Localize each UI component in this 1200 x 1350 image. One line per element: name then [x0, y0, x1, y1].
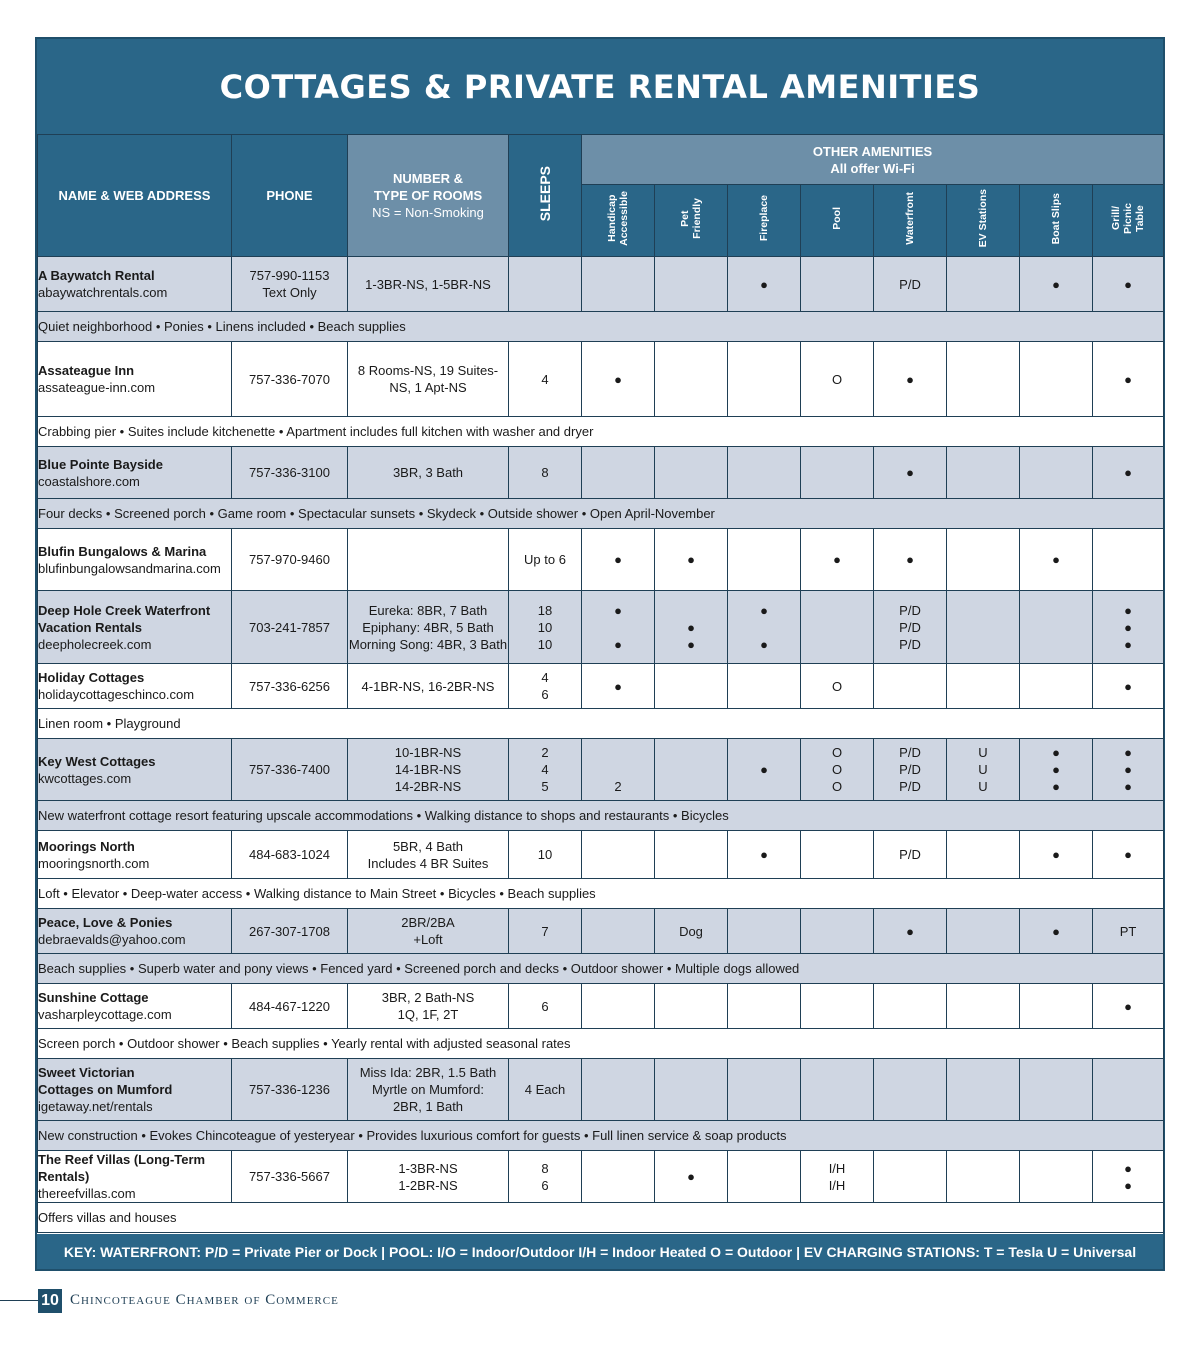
- rental-web-address: assateague-inn.com: [38, 380, 156, 395]
- amenity-pool: [801, 909, 874, 954]
- amenity-pool: O: [801, 664, 874, 709]
- rental-note: Loft • Elevator • Deep-water access • Walking distance to Main Street • Bicycles • Beach supplies: [38, 879, 1164, 909]
- header-pool: Pool: [801, 185, 874, 257]
- amenity-waterfront: P/D: [874, 831, 947, 879]
- amenity-fireplace: [728, 909, 801, 954]
- rental-phone: 757-336-7070: [232, 342, 348, 417]
- rental-web-address: blufinbungalowsandmarina.com: [38, 560, 221, 576]
- amenity-pool: ●: [801, 529, 874, 591]
- amenity-boat-slips: ●: [1020, 257, 1093, 312]
- rental-phone: 757-336-7400: [232, 739, 348, 801]
- rental-phone: 484-683-1024: [232, 831, 348, 879]
- table-row: [38, 739, 1164, 801]
- amenity-pet: [655, 984, 728, 1029]
- rental-name: Deep Hole Creek Waterfront Vacation Rentals: [38, 602, 211, 635]
- amenity-fireplace: [728, 529, 801, 591]
- amenity-boat-slips: [1020, 591, 1093, 664]
- rental-name-cell: [38, 664, 232, 709]
- rental-phone: 757-336-5667: [232, 1151, 348, 1203]
- header-waterfront: Waterfront: [874, 185, 947, 257]
- amenities-table-frame: [35, 37, 1165, 1271]
- header-rooms-line2: TYPE OF ROOMS: [373, 188, 483, 203]
- amenity-ev: [947, 984, 1020, 1029]
- rental-name-cell: [38, 447, 232, 499]
- note-row: [38, 417, 1164, 447]
- amenity-boat-slips: [1020, 1151, 1093, 1203]
- rental-phone: 267-307-1708: [232, 909, 348, 954]
- page-number: 10: [38, 1289, 62, 1313]
- footer-rule: [0, 1300, 38, 1301]
- amenity-boat-slips: [1020, 447, 1093, 499]
- legend-key: KEY: WATERFRONT: P/D = Private Pier or Dock | POOL: I/O = Indoor/Outdoor I/H = Indoor Heated O = Outdoor | EV CHARGING STATIONS: T = Tesla U = Universal: [37, 1234, 1163, 1269]
- amenity-grill: ●: [1093, 831, 1164, 879]
- amenity-pet: [655, 739, 728, 801]
- amenity-ev: [947, 342, 1020, 417]
- header-pet: Pet Friendly: [655, 185, 728, 257]
- amenity-boat-slips: [1020, 342, 1093, 417]
- amenity-grill: ●: [1093, 664, 1164, 709]
- rental-sleeps: 8 6: [509, 1151, 582, 1203]
- amenity-fireplace: ●: [728, 831, 801, 879]
- table-row: [38, 529, 1164, 591]
- rental-rooms: 3BR, 2 Bath-NS 1Q, 1F, 2T: [348, 984, 509, 1029]
- amenity-waterfront: P/D P/D P/D: [874, 591, 947, 664]
- amenity-waterfront: ●: [874, 909, 947, 954]
- rental-web-address: abaywatchrentals.com: [38, 285, 168, 300]
- header-sleeps-label: SLEEPS: [537, 165, 553, 222]
- amenity-ev: U U U: [947, 739, 1020, 801]
- header-phone: PHONE: [232, 135, 348, 257]
- amenity-waterfront: P/D P/D P/D: [874, 739, 947, 801]
- table-row: [38, 257, 1164, 312]
- amenity-waterfront: P/D: [874, 257, 947, 312]
- note-row: [38, 312, 1164, 342]
- rental-name-cell: [38, 831, 232, 879]
- rental-name-cell: [38, 529, 232, 591]
- amenity-ev: [947, 447, 1020, 499]
- rental-name: Key West Cottages: [38, 753, 156, 769]
- rental-name: A Baywatch Rental: [38, 268, 155, 283]
- rental-name-cell: [38, 984, 232, 1029]
- rental-web-address: igetaway.net/rentals: [38, 1099, 153, 1114]
- header-wifi-note: All offer Wi-Fi: [830, 160, 915, 176]
- amenity-ev: [947, 1059, 1020, 1121]
- amenity-grill: [1093, 1059, 1164, 1121]
- amenities-table: [37, 134, 1164, 1233]
- rental-sleeps: 7: [509, 909, 582, 954]
- rental-web-address: deepholecreek.com: [38, 636, 152, 652]
- rental-sleeps: Up to 6: [509, 529, 582, 591]
- rental-name-cell: [38, 591, 232, 664]
- header-rooms: [348, 135, 509, 257]
- table-body: [38, 257, 1164, 1233]
- amenity-handicap: [582, 984, 655, 1029]
- table-row: [38, 984, 1164, 1029]
- header-handicap: Handicap Accessible: [582, 185, 655, 257]
- amenity-pool: O: [801, 342, 874, 417]
- amenity-waterfront: [874, 984, 947, 1029]
- amenity-grill: ● ● ●: [1093, 739, 1164, 801]
- rental-phone: 757-336-3100: [232, 447, 348, 499]
- amenity-pool: [801, 984, 874, 1029]
- rental-web-address: coastalshore.com: [38, 473, 140, 489]
- rental-rooms: 10-1BR-NS 14-1BR-NS 14-2BR-NS: [348, 739, 509, 801]
- amenity-pet: ● ●: [655, 591, 728, 664]
- amenity-pet: ●: [655, 529, 728, 591]
- amenity-pet: [655, 831, 728, 879]
- rental-rooms: 3BR, 3 Bath: [348, 447, 509, 499]
- rental-web-address: vasharpleycottage.com: [38, 1007, 172, 1022]
- amenity-pool: [801, 257, 874, 312]
- amenity-fireplace: ●: [728, 739, 801, 801]
- amenity-grill: ●: [1093, 447, 1164, 499]
- rental-name: Blufin Bungalows & Marina: [38, 543, 207, 559]
- rental-name: Sunshine Cottage: [38, 990, 149, 1005]
- rental-phone: 703-241-7857: [232, 591, 348, 664]
- amenity-grill: ●: [1093, 984, 1164, 1029]
- rental-rooms: [348, 529, 509, 591]
- rental-phone: 757-990-1153 Text Only: [232, 257, 348, 312]
- amenity-boat-slips: ● ● ●: [1020, 739, 1093, 801]
- note-row: [38, 499, 1164, 529]
- rental-name-cell: [38, 257, 232, 312]
- table-row: [38, 664, 1164, 709]
- rental-name-cell: [38, 342, 232, 417]
- amenity-pool: [801, 591, 874, 664]
- table-row: [38, 1059, 1164, 1121]
- header-other-amenities-label: OTHER AMENITIES: [812, 143, 933, 159]
- header-ev-stations: EV Stations: [947, 185, 1020, 257]
- amenity-handicap: 2: [582, 739, 655, 801]
- amenity-handicap: ●: [582, 529, 655, 591]
- amenity-pet: [655, 1059, 728, 1121]
- amenity-boat-slips: [1020, 664, 1093, 709]
- amenity-grill: ● ● ●: [1093, 591, 1164, 664]
- rental-name-cell: [38, 739, 232, 801]
- rental-name-cell: [38, 1059, 232, 1121]
- amenity-pool: I/H I/H: [801, 1151, 874, 1203]
- amenity-grill: PT: [1093, 909, 1164, 954]
- amenity-pet: [655, 447, 728, 499]
- amenity-handicap: [582, 909, 655, 954]
- amenity-pet: [655, 257, 728, 312]
- amenity-pool: [801, 831, 874, 879]
- rental-web-address: thereefvillas.com: [38, 1186, 136, 1201]
- amenity-fireplace: [728, 342, 801, 417]
- amenity-handicap: [582, 831, 655, 879]
- rental-web-address: debraevalds@yahoo.com: [38, 932, 186, 947]
- amenity-grill: ●: [1093, 257, 1164, 312]
- amenity-pet: [655, 342, 728, 417]
- rental-rooms: 4-1BR-NS, 16-2BR-NS: [348, 664, 509, 709]
- rental-name: Sweet Victorian Cottages on Mumford: [38, 1065, 173, 1097]
- rental-rooms: 1-3BR-NS, 1-5BR-NS: [348, 257, 509, 312]
- rental-rooms: 2BR/2BA +Loft: [348, 909, 509, 954]
- amenity-ev: [947, 909, 1020, 954]
- amenity-fireplace: [728, 984, 801, 1029]
- amenity-boat-slips: ●: [1020, 529, 1093, 591]
- rental-rooms: Eureka: 8BR, 7 Bath Epiphany: 4BR, 5 Bath Morning Song: 4BR, 3 Bath: [348, 591, 509, 664]
- amenity-fireplace: ● ●: [728, 591, 801, 664]
- amenity-pool: [801, 1059, 874, 1121]
- rental-name: Blue Pointe Bayside: [38, 456, 163, 472]
- amenity-ev: [947, 1151, 1020, 1203]
- header-boat-slips: Boat Slips: [1020, 185, 1093, 257]
- note-row: [38, 1203, 1164, 1233]
- header-other-amenities: [582, 135, 1164, 185]
- amenity-pet: [655, 664, 728, 709]
- rental-web-address: kwcottages.com: [38, 770, 132, 786]
- header-rooms-note: NS = Non-Smoking: [372, 205, 484, 220]
- amenity-fireplace: [728, 664, 801, 709]
- amenity-handicap: ●: [582, 342, 655, 417]
- rental-phone: 757-336-1236: [232, 1059, 348, 1121]
- header-grill: Grill/ Picnic Table: [1093, 185, 1164, 257]
- amenity-ev: [947, 529, 1020, 591]
- amenity-ev: [947, 591, 1020, 664]
- amenity-grill: [1093, 529, 1164, 591]
- amenity-handicap: [582, 257, 655, 312]
- rental-sleeps: 8: [509, 447, 582, 499]
- rental-sleeps: 6: [509, 984, 582, 1029]
- rental-name: Peace, Love & Ponies: [38, 915, 173, 930]
- rental-note: Four decks • Screened porch • Game room • Spectacular sunsets • Skydeck • Outside shower • Open April-November: [38, 499, 1164, 529]
- table-row: [38, 831, 1164, 879]
- note-row: [38, 1121, 1164, 1151]
- rental-sleeps: 10: [509, 831, 582, 879]
- rental-name: Moorings North: [38, 838, 135, 854]
- amenity-grill: ● ●: [1093, 1151, 1164, 1203]
- amenity-boat-slips: [1020, 1059, 1093, 1121]
- rental-sleeps: 18 10 10: [509, 591, 582, 664]
- rental-sleeps: 4 6: [509, 664, 582, 709]
- table-row: [38, 447, 1164, 499]
- rental-name-cell: [38, 1151, 232, 1203]
- amenity-pet: Dog: [655, 909, 728, 954]
- rental-note: Quiet neighborhood • Ponies • Linens included • Beach supplies: [38, 312, 1164, 342]
- header-fireplace: Fireplace: [728, 185, 801, 257]
- rental-sleeps: 4: [509, 342, 582, 417]
- rental-web-address: mooringsnorth.com: [38, 855, 150, 871]
- rental-name: Assateague Inn: [38, 363, 135, 378]
- amenity-handicap: ● ●: [582, 591, 655, 664]
- amenity-pool: O O O: [801, 739, 874, 801]
- amenity-fireplace: [728, 1151, 801, 1203]
- amenity-handicap: ●: [582, 664, 655, 709]
- rental-rooms: 8 Rooms-NS, 19 Suites- NS, 1 Apt-NS: [348, 342, 509, 417]
- header-sleeps: [509, 135, 582, 257]
- amenity-pet: ●: [655, 1151, 728, 1203]
- amenity-handicap: [582, 447, 655, 499]
- amenity-ev: [947, 257, 1020, 312]
- rental-name: The Reef Villas (Long-Term Rentals): [38, 1152, 206, 1184]
- amenity-waterfront: [874, 1059, 947, 1121]
- rental-rooms: Miss Ida: 2BR, 1.5 Bath Myrtle on Mumford: 2BR, 1 Bath: [348, 1059, 509, 1121]
- rental-note: Offers villas and houses: [38, 1203, 1164, 1233]
- table-row: [38, 1151, 1164, 1203]
- rental-name-cell: [38, 909, 232, 954]
- rental-note: Screen porch • Outdoor shower • Beach supplies • Yearly rental with adjusted seasonal rates: [38, 1029, 1164, 1059]
- rental-sleeps: [509, 257, 582, 312]
- table-row: [38, 342, 1164, 417]
- amenity-fireplace: [728, 447, 801, 499]
- note-row: [38, 954, 1164, 984]
- amenity-pool: [801, 447, 874, 499]
- amenity-fireplace: ●: [728, 257, 801, 312]
- rental-rooms: 1-3BR-NS 1-2BR-NS: [348, 1151, 509, 1203]
- rental-sleeps: 4 Each: [509, 1059, 582, 1121]
- amenity-waterfront: ●: [874, 342, 947, 417]
- rental-note: Crabbing pier • Suites include kitchenette • Apartment includes full kitchen with washer and dryer: [38, 417, 1164, 447]
- table-row: [38, 591, 1164, 664]
- rental-sleeps: 2 4 5: [509, 739, 582, 801]
- rental-note: New construction • Evokes Chincoteague of yesteryear • Provides luxurious comfort for guests • Full linen service & soap products: [38, 1121, 1164, 1151]
- amenity-ev: [947, 664, 1020, 709]
- rental-phone: 757-970-9460: [232, 529, 348, 591]
- amenity-boat-slips: [1020, 984, 1093, 1029]
- table-row: [38, 909, 1164, 954]
- note-row: [38, 709, 1164, 739]
- publisher-name: Chincoteague Chamber of Commerce: [70, 1292, 339, 1308]
- note-row: [38, 1029, 1164, 1059]
- note-row: [38, 879, 1164, 909]
- rental-name: Holiday Cottages: [38, 670, 145, 685]
- rental-web-address: holidaycottageschinco.com: [38, 687, 195, 702]
- amenity-ev: [947, 831, 1020, 879]
- header-rooms-line1: NUMBER &: [392, 171, 464, 186]
- rental-phone: 484-467-1220: [232, 984, 348, 1029]
- amenity-fireplace: [728, 1059, 801, 1121]
- rental-phone: 757-336-6256: [232, 664, 348, 709]
- rental-note: New waterfront cottage resort featuring upscale accommodations • Walking distance to shops and restaurants • Bicycles: [38, 801, 1164, 831]
- note-row: [38, 801, 1164, 831]
- amenity-grill: ●: [1093, 342, 1164, 417]
- rental-note: Linen room • Playground: [38, 709, 1164, 739]
- header-name: NAME & WEB ADDRESS: [38, 135, 232, 257]
- rental-note: Beach supplies • Superb water and pony views • Fenced yard • Screened porch and decks • Outdoor shower • Multiple dogs allowed: [38, 954, 1164, 984]
- amenity-boat-slips: ●: [1020, 909, 1093, 954]
- amenity-handicap: [582, 1151, 655, 1203]
- amenity-boat-slips: ●: [1020, 831, 1093, 879]
- amenity-handicap: [582, 1059, 655, 1121]
- amenity-waterfront: ●: [874, 529, 947, 591]
- amenity-waterfront: [874, 664, 947, 709]
- rental-rooms: 5BR, 4 Bath Includes 4 BR Suites: [348, 831, 509, 879]
- amenity-waterfront: [874, 1151, 947, 1203]
- page-title: COTTAGES & PRIVATE RENTAL AMENITIES: [37, 39, 1163, 134]
- amenity-waterfront: ●: [874, 447, 947, 499]
